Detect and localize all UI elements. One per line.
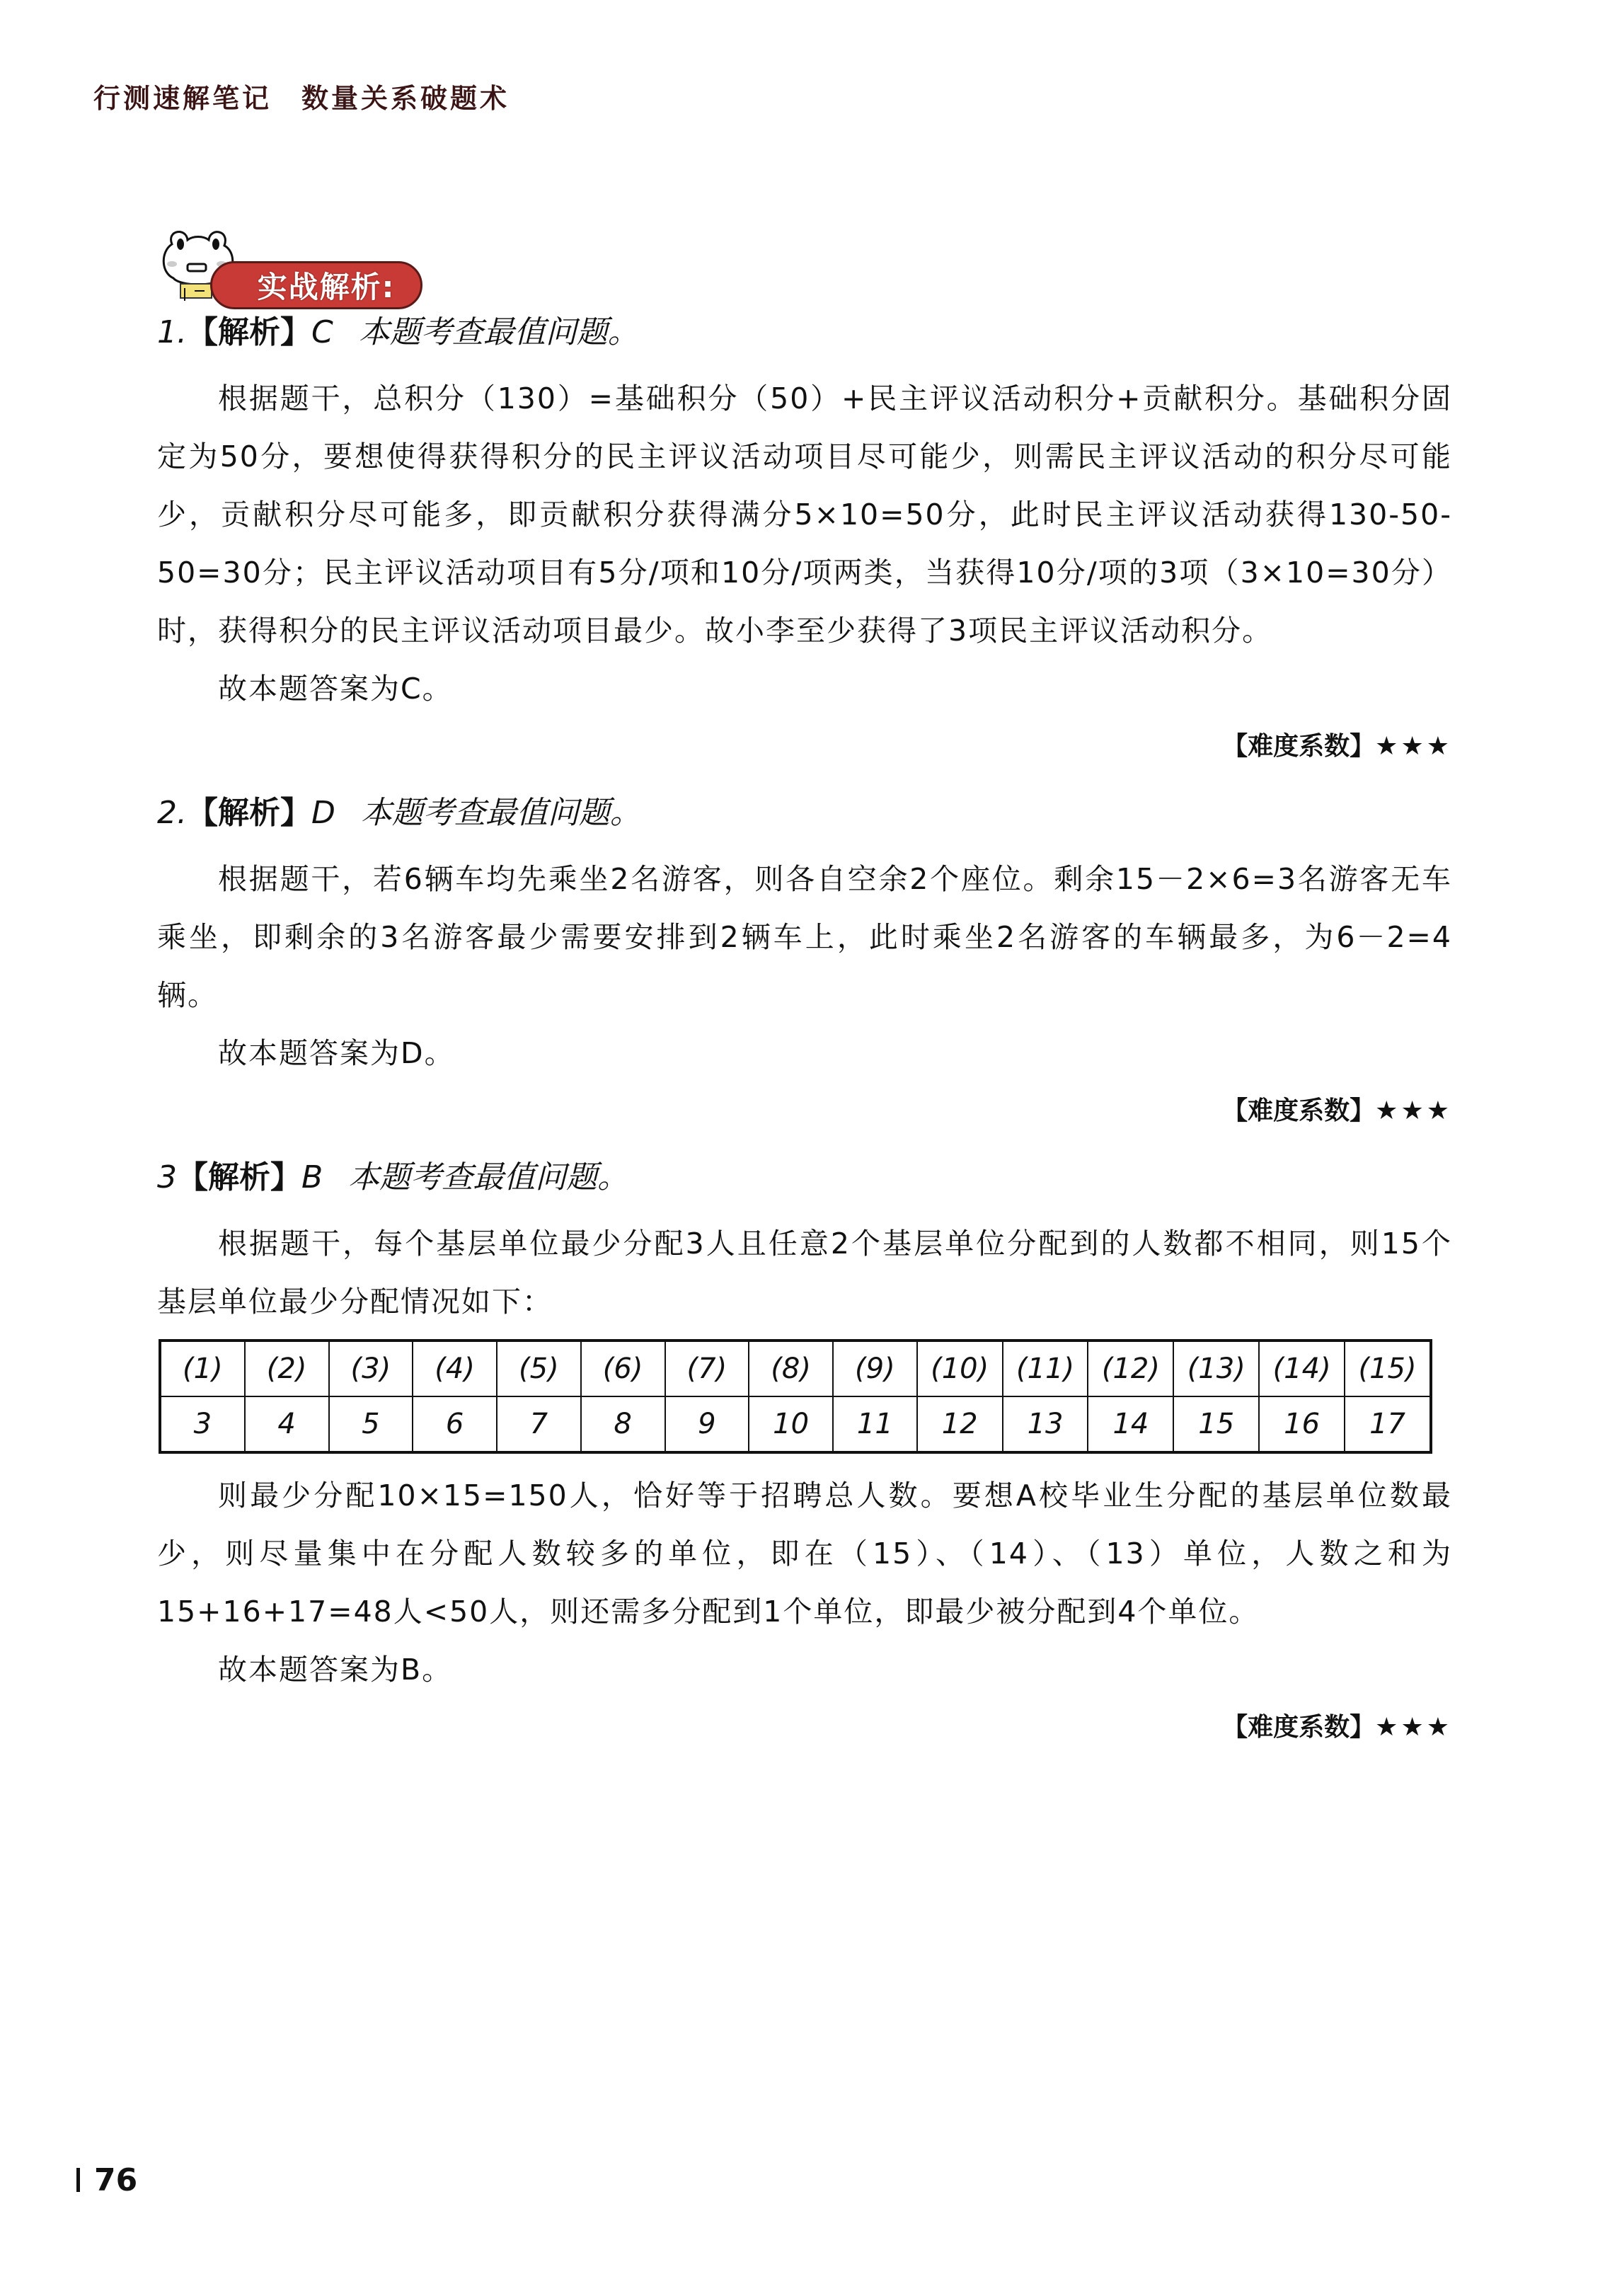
answer-conclusion: 故本题答案为C。	[218, 672, 453, 706]
unit-count-cell: 12	[917, 1396, 1003, 1452]
table-row-units	[160, 1341, 1431, 1396]
analysis-tag: 【解析】	[186, 314, 311, 350]
book-title: 行测速解笔记	[93, 82, 272, 114]
explanation-paragraph: 根据题干，若6辆车均先乘坐2名游客，则各自空余2个座位。剩余15－2×6=3名游客无车乘坐，即剩余的3名游客最少需要安排到2辆车上，此时乘坐2名游客的车辆最多，为6－2=4辆。	[157, 862, 1452, 1012]
unit-header-cell: (4)	[413, 1341, 497, 1396]
unit-count-cell: 16	[1259, 1396, 1345, 1452]
running-header	[93, 76, 510, 115]
unit-count-cell: 8	[581, 1396, 665, 1452]
page-number: 76	[94, 2162, 138, 2198]
section-title: 实战解析:	[257, 270, 396, 304]
unit-count-cell: 17	[1345, 1396, 1431, 1452]
answer-explanations	[157, 311, 1452, 1773]
unit-header-cell: (3)	[329, 1341, 413, 1396]
unit-header-cell: (9)	[833, 1341, 917, 1396]
analysis-tag: 【解析】	[177, 1159, 301, 1195]
question-heading	[157, 311, 1452, 354]
answer-conclusion: 故本题答案为D。	[218, 1036, 455, 1070]
question-number: 3	[157, 1159, 177, 1195]
unit-header-cell: (11)	[1003, 1341, 1088, 1396]
unit-count-cell: 10	[749, 1396, 833, 1452]
unit-count-cell: 7	[497, 1396, 581, 1452]
star-icons: ★★★	[1375, 1096, 1452, 1125]
unit-count-cell: 13	[1003, 1396, 1088, 1452]
unit-count-cell: 14	[1088, 1396, 1173, 1452]
page-footer	[76, 2162, 137, 2198]
answer-letter: D	[311, 795, 335, 831]
explanation-paragraph: 根据题干，总积分（130）=基础积分（50）+民主评议活动积分+贡献积分。基础积分固定为50分，要想使得获得积分的民主评议活动项目尽可能少，则需民主评议活动的积分尽可能少，贡献积分尽可能多，即贡献积分获得满分5×10=50分，此时民主评议活动获得130-50-50=30分；民主评议活动项目有5分/项和10分/项两类，当获得10分/项的3项（3×10=30分）时，获得积分的民主评议活动项目最少。故小李至少获得了3项民主评议活动积分。	[157, 381, 1452, 648]
question-topic: 本题考查最值问题。	[348, 1159, 629, 1195]
difficulty-rating	[157, 725, 1452, 768]
unit-count-cell: 11	[833, 1396, 917, 1452]
question-block-3	[157, 1156, 1452, 1749]
unit-count-cell: 9	[665, 1396, 749, 1452]
difficulty-rating	[157, 1706, 1452, 1749]
difficulty-label: 【难度系数】	[1222, 1712, 1376, 1742]
analysis-tag: 【解析】	[186, 795, 311, 831]
explanation-paragraph: 根据题干，每个基层单位最少分配3人且任意2个基层单位分配到的人数都不相同，则15个基层单位最少分配情况如下：	[157, 1227, 1452, 1319]
unit-header-cell: (10)	[917, 1341, 1003, 1396]
answer-letter: B	[301, 1159, 323, 1195]
difficulty-label: 【难度系数】	[1222, 731, 1376, 761]
unit-header-cell: (13)	[1173, 1341, 1259, 1396]
unit-header-cell: (14)	[1259, 1341, 1345, 1396]
unit-header-cell: (15)	[1345, 1341, 1431, 1396]
difficulty-label: 【难度系数】	[1222, 1096, 1376, 1125]
unit-header-cell: (1)	[160, 1341, 245, 1396]
page-marker-bar	[76, 2168, 80, 2192]
question-heading	[157, 792, 1452, 834]
answer-letter: C	[311, 314, 333, 350]
question-topic: 本题考查最值问题。	[360, 795, 641, 831]
question-heading	[157, 1156, 1452, 1199]
question-block-2	[157, 792, 1452, 1132]
allocation-table	[159, 1339, 1432, 1454]
unit-header-cell: (12)	[1088, 1341, 1173, 1396]
question-topic: 本题考查最值问题。	[358, 314, 639, 350]
unit-header-cell: (7)	[665, 1341, 749, 1396]
table-row-counts	[160, 1396, 1431, 1452]
unit-count-cell: 6	[413, 1396, 497, 1452]
question-number: 1.	[157, 314, 187, 350]
unit-header-cell: (2)	[245, 1341, 329, 1396]
unit-count-cell: 5	[329, 1396, 413, 1452]
section-banner	[159, 223, 428, 308]
unit-header-cell: (5)	[497, 1341, 581, 1396]
explanation-paragraph: 则最少分配10×15=150人，恰好等于招聘总人数。要想A校毕业生分配的基层单位数最少，则尽量集中在分配人数较多的单位，即在（15）、（14）、（13）单位，人数之和为15+16+17=48人<50人，则还需多分配到1个单位，即最少被分配到4个单位。	[157, 1479, 1452, 1629]
question-block-1	[157, 311, 1452, 768]
section-title-pill	[210, 261, 422, 309]
unit-count-cell: 3	[160, 1396, 245, 1452]
unit-header-cell: (6)	[581, 1341, 665, 1396]
question-number: 2.	[157, 795, 187, 831]
book-subtitle: 数量关系破题术	[301, 82, 510, 114]
unit-count-cell: 15	[1173, 1396, 1259, 1452]
difficulty-rating	[157, 1089, 1452, 1132]
star-icons: ★★★	[1375, 732, 1452, 761]
unit-count-cell: 4	[245, 1396, 329, 1452]
answer-conclusion: 故本题答案为B。	[218, 1653, 453, 1687]
star-icons: ★★★	[1375, 1713, 1452, 1742]
unit-header-cell: (8)	[749, 1341, 833, 1396]
